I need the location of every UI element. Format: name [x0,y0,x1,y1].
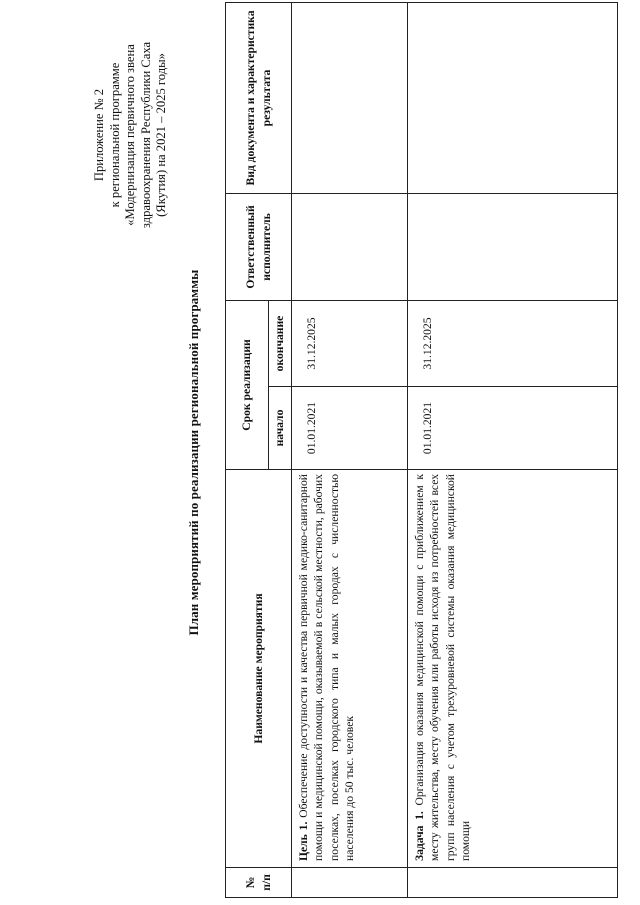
appendix-line: здравоохранения Республики Саха [138,41,153,229]
end-date: 31.12.2025 [292,301,408,387]
header-activity-name: Наименование мероприятия [226,470,292,868]
appendix-line: Приложение № 2 [92,88,106,182]
row-number-cell [408,868,618,898]
end-date: 31.12.2025 [408,301,618,387]
activity-cell [292,470,408,868]
table-header-row [226,3,269,898]
appendix-note [92,0,170,280]
header-period: Срок реализации [226,301,269,470]
appendix-line: к региональной программе [107,62,122,208]
header-start: начало [269,387,292,470]
row-number-cell [292,868,408,898]
activity-cell [408,470,618,868]
start-date: 01.01.2021 [292,387,408,470]
result-cell [292,3,408,194]
table-row [292,3,408,898]
header-number: № п/п [226,868,292,898]
responsible-cell [408,194,618,301]
document-title: План мероприятий по реализации региональной программы [186,269,201,636]
responsible-cell [292,194,408,301]
activities-table [225,2,618,898]
row-text: Организация оказания медицинской помощи с приближением к месту жительства, месту обучения или работы исходя из потребностей всех групп населения с учетом трехуровневой системы оказания медицинской помощи [413,473,472,861]
row-text: Обеспечение доступности и качества первичной медико-санитарной помощи и медицинской помощи, оказываемой в сельской местности, рабочих поселках, поселках городского типа и малых городах с численностью населения до 50 тыс. человек [297,474,356,861]
header-responsible: Ответственный исполнитель [226,194,292,301]
header-end: окончание [269,301,292,387]
table-row [408,3,618,898]
appendix-line: «Модернизация первичного звена [123,44,137,226]
appendix-line: (Якутия) на 2021 – 2025 годы» [154,53,168,217]
header-result: Вид документа и характеристика результата [226,3,292,194]
start-date: 01.01.2021 [408,387,618,470]
row-label: Задача 1. [413,811,426,861]
result-cell [408,3,618,194]
row-label: Цель 1. [297,821,310,861]
